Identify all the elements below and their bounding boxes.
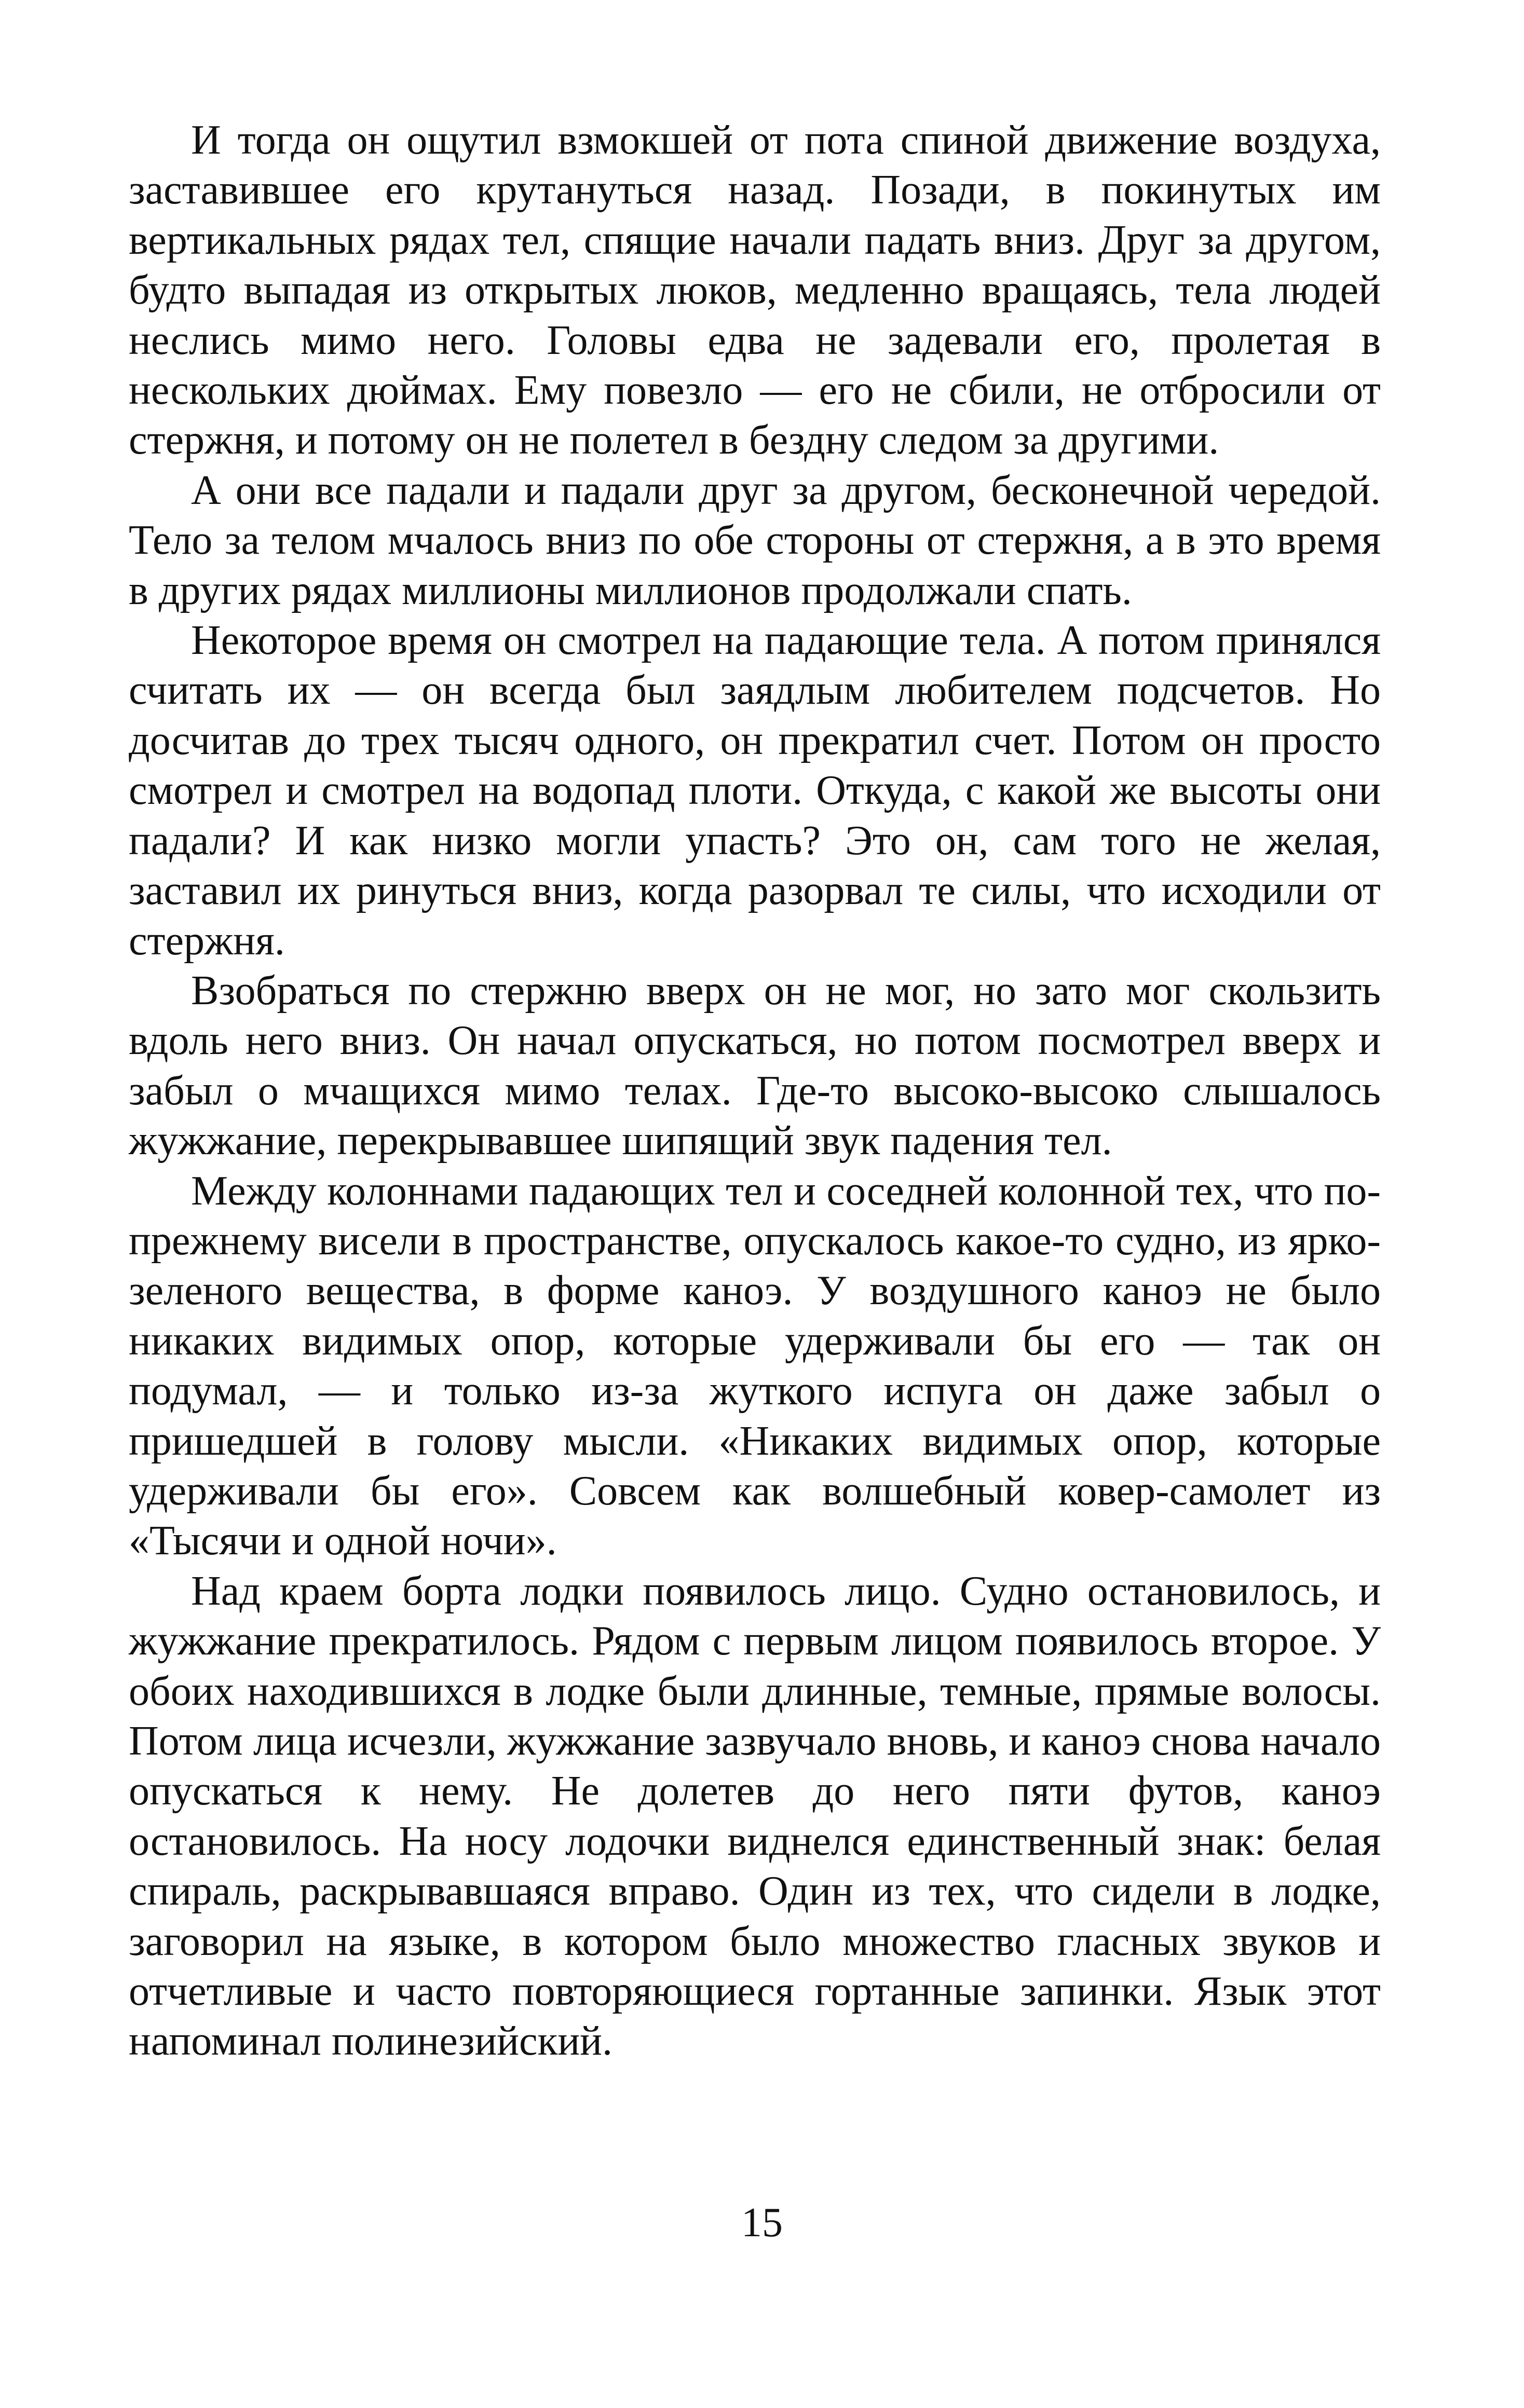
paragraph-1: И тогда он ощутил взмокшей от пота спиной движение воздуха, заставившее его крутануться назад. Позади, в покинутых им вертикальных рядах тел, спящие начали падать вниз. Друг за другом, будто выпадая из открытых люков, медленно вращаясь, тела людей неслись мимо него. Головы едва не задевали его, пролетая в нескольких дюймах. Ему повезло — его не сбили, не отбросили от стержня, и потому он не полетел в бездну следом за другими. [129,117,1381,463]
paragraph-2: А они все падали и падали друг за другом, бесконечной чередой. Тело за телом мчалось вниз по обе стороны от стержня, а в это время в других рядах миллионы миллионов продолжали спать. [129,467,1381,613]
paragraph-4: Взобраться по стержню вверх он не мог, но зато мог скользить вдоль него вниз. Он начал опускаться, но потом посмотрел вверх и забыл о мчащихся мимо телах. Где-то высоко-высоко слышалось жужжание, перекрывавшее шипящий звук падения тел. [129,967,1381,1164]
paragraph-5: Между колоннами падающих тел и соседней колонной тех, что по-прежнему висели в пространстве, опускалось какое-то судно, из ярко-зеленого вещества, в форме каноэ. У воздушного каноэ не было никаких видимых опор, которые удерживали бы его — так он подумал, — и только из-за жуткого испуга он даже забыл о пришедшей в голову мысли. «Никаких видимых опор, которые удерживали бы его». Совсем как волшебный ковер-самолет из «Тысячи и одной ночи». [129,1168,1381,1564]
paragraph-3: Некоторое время он смотрел на падающие тела. А потом принялся считать их — он всегда был заядлым любителем подсчетов. Но досчитав до трех тысяч одного, он прекратил счет. Потом он просто смотрел и смотрел на водопад плоти. Откуда, с какой же высоты они падали? И как низко могли упасть? Это он, сам того не желая, заставил их ринуться вниз, когда разорвал те силы, что исходили от стержня. [129,618,1381,964]
page-number: 15 [741,2200,783,2246]
paragraph-6: Над краем борта лодки появилось лицо. Судно остановилось, и жужжание прекратилось. Рядом с первым лицом появилось второе. У обоих находившихся в лодке были длинные, темные, прямые волосы. Потом лица исчезли, жужжание зазвучало вновь, и каноэ снова начало опускаться к нему. Не долетев до него пяти футов, каноэ остановилось. На носу лодочки виднелся единственный знак: белая спираль, раскрывавшаяся вправо. Один из тех, что сидели в лодке, заговорил на языке, в котором было множество гласных звуков и отчетливые и часто повторяющиеся гортанные запинки. Язык этот напоминал полинезийский. [129,1568,1381,2064]
body-text [129,115,1381,2067]
